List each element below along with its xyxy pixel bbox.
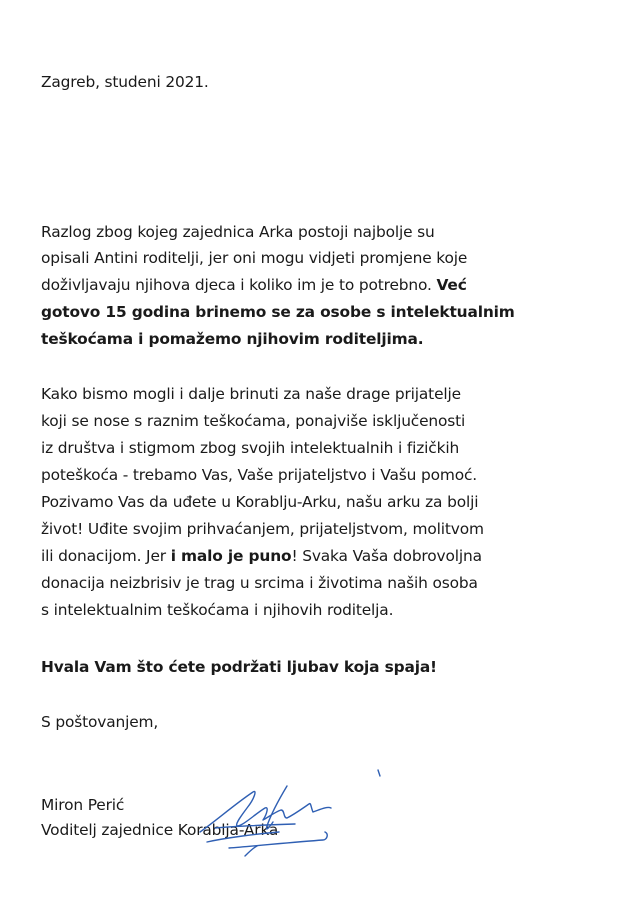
p2-line-7-a: ili donacijom. Jer: [41, 547, 171, 565]
signer-name: Miron Perić: [41, 796, 125, 814]
p2-line-7: [41, 546, 482, 566]
p2-line-4: poteškoća - trebamo Vas, Vaše prijateljstvo i Vašu pomoć.: [41, 466, 478, 484]
p1-line-2: opisali Antini roditelji, jer oni mogu vidjeti promjene koje: [41, 249, 468, 267]
handwritten-signature: [195, 768, 395, 863]
p2-line-2: koji se nose s raznim teškoćama, ponajviše isključenosti: [41, 412, 466, 430]
thanks-line: Hvala Vam što ćete podržati ljubav koja spaja!: [41, 658, 437, 676]
p1-line-3-bold: Već: [436, 276, 467, 294]
p2-line-7-b: ! Svaka Vaša dobrovoljna: [291, 547, 482, 565]
p2-line-1: Kako bismo mogli i dalje brinuti za naše drage prijatelje: [41, 385, 461, 403]
p2-line-3: iz društva i stigmom zbog svojih intelektualnih i fizičkih: [41, 439, 460, 457]
p1-line-4: gotovo 15 godina brinemo se za osobe s intelektualnim: [41, 303, 515, 321]
signer-title: Voditelj zajednice Korablja-Arka: [41, 821, 279, 839]
p1-line-3-text: doživljavaju njihova djeca i koliko im je to potrebno.: [41, 276, 437, 294]
closing-line: S poštovanjem,: [41, 713, 159, 731]
p1-line-1: Razlog zbog kojeg zajednica Arka postoji najbolje su: [41, 223, 435, 241]
p2-line-5: Pozivamo Vas da uđete u Korablju-Arku, našu arku za bolji: [41, 493, 479, 511]
p2-line-8: donacija neizbrisiv je trag u srcima i životima naših osoba: [41, 574, 478, 592]
p2-line-7-bold: i malo je puno: [170, 547, 292, 565]
p2-line-6: život! Uđite svojim prihvaćanjem, prijateljstvom, molitvom: [41, 520, 484, 538]
signature-strokes: [200, 770, 380, 856]
p1-line-3: [41, 275, 467, 295]
place-date: Zagreb, studeni 2021.: [41, 73, 209, 91]
p2-line-9: s intelektualnim teškoćama i njihovih roditelja.: [41, 601, 394, 619]
p1-line-5: teškoćama i pomažemo njihovim roditeljima.: [41, 330, 424, 348]
